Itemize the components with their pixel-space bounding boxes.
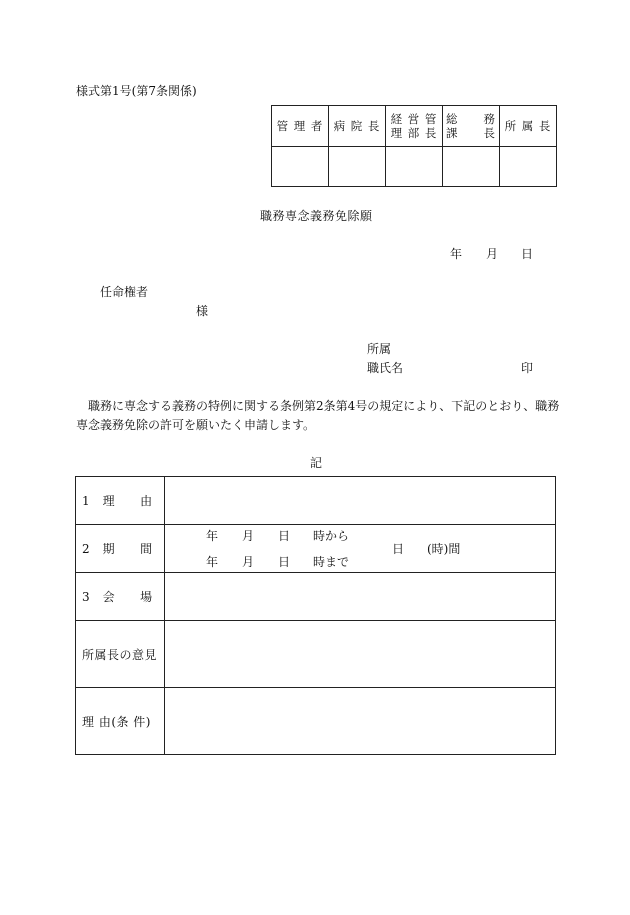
row-label-reason: 1 理 由: [76, 477, 165, 525]
applicant-name-label: 職氏名: [367, 361, 404, 375]
row-label-period: 2 期 間: [76, 525, 165, 573]
approval-table: [271, 105, 557, 187]
approval-header-hospital-director: 病 院 長: [329, 106, 386, 147]
approval-stamp-management-director[interactable]: [386, 147, 443, 187]
row-label-supervisor-opinion: 所属長の意見: [76, 621, 165, 688]
date-day-label: 日: [521, 247, 534, 261]
form-number: 様式第1号(第7条関係): [76, 84, 197, 98]
record-table: [75, 476, 556, 755]
document-title: 職務専念義務免除願: [260, 209, 373, 223]
period-field[interactable]: [165, 525, 556, 573]
approval-stamp-general-affairs-chief[interactable]: [443, 147, 500, 187]
body-text-line-2: 専念義務免除の許可を願いたく申請します。: [76, 418, 316, 432]
reason-conditions-field[interactable]: [165, 688, 556, 755]
ki-heading: 記: [310, 456, 323, 470]
period-total-day: 日: [392, 542, 405, 556]
approval-header-department-head: 所 属 長: [500, 106, 557, 147]
approval-stamp-department-head[interactable]: [500, 147, 557, 187]
period-from-day: 日: [278, 529, 291, 543]
period-from-month: 月: [242, 529, 255, 543]
addressee-authority: 任命権者: [100, 285, 149, 299]
row-label-venue: 3 会 場: [76, 573, 165, 621]
date-year-label: 年: [450, 247, 463, 261]
applicant-affiliation-label: 所属: [367, 342, 392, 356]
row-label-reason-conditions: 理 由(条 件): [76, 688, 165, 755]
approval-header-general-affairs-chief: 総 務 課 長: [443, 106, 500, 147]
body-text-line-1: 職務に専念する義務の特例に関する条例第2条第4号の規定により、下記のとおり、職務: [88, 399, 560, 413]
period-to-label: 時まで: [313, 555, 350, 569]
period-to-year: 年: [206, 555, 219, 569]
date-month-label: 月: [486, 247, 499, 261]
period-from-label: 時から: [313, 529, 350, 543]
approval-stamp-manager[interactable]: [272, 147, 329, 187]
venue-field[interactable]: [165, 573, 556, 621]
reason-field[interactable]: [165, 477, 556, 525]
period-to-day: 日: [278, 555, 291, 569]
approval-stamp-hospital-director[interactable]: [329, 147, 386, 187]
period-total-hours: (時)間: [427, 542, 461, 556]
period-to-month: 月: [242, 555, 255, 569]
approval-header-manager: 管 理 者: [272, 106, 329, 147]
period-from-year: 年: [206, 529, 219, 543]
applicant-seal-label: 印: [521, 361, 534, 375]
addressee-honorific: 様: [196, 304, 209, 318]
approval-header-management-director: 経 営 管 理 部 長: [386, 106, 443, 147]
supervisor-opinion-field[interactable]: [165, 621, 556, 688]
